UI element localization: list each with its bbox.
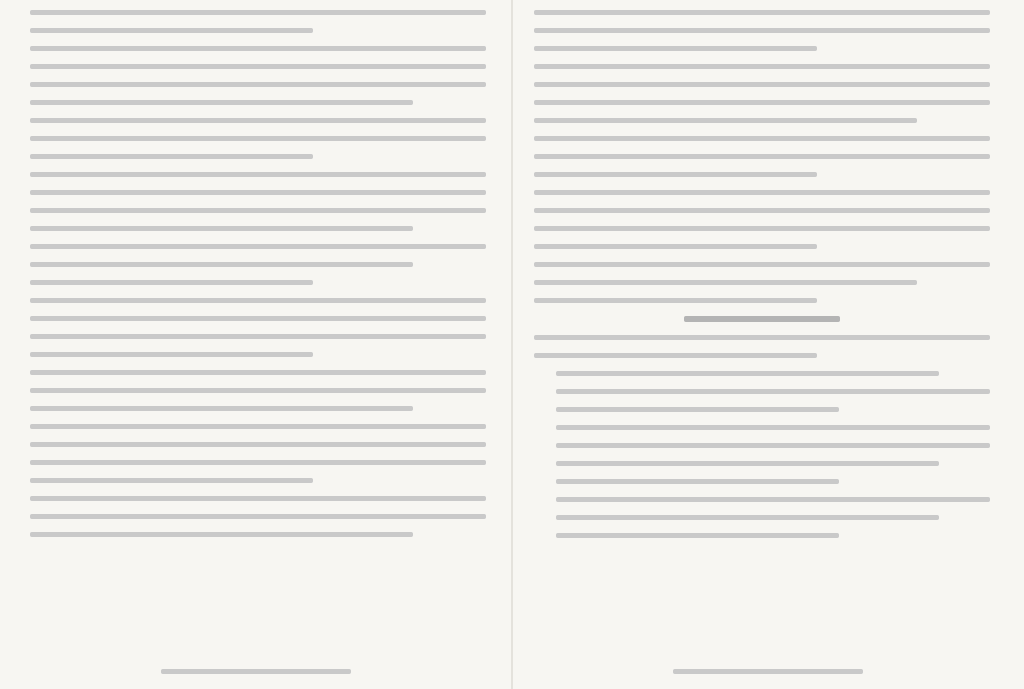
- text-block-3: [30, 118, 486, 159]
- text-block-9: [30, 496, 486, 537]
- left-page-footer: [0, 664, 512, 677]
- right-page: [512, 0, 1024, 689]
- right-page-footer: [512, 664, 1024, 677]
- text-block-8: [30, 424, 486, 483]
- text-block-13: [534, 190, 990, 249]
- text-block-1: [30, 10, 486, 33]
- text-block-18: [534, 497, 990, 538]
- text-block-17: [534, 425, 990, 484]
- text-block-10: [534, 10, 990, 51]
- text-block-5: [30, 244, 486, 285]
- text-block-7: [30, 370, 486, 411]
- text-block-12: [534, 136, 990, 177]
- text-block-4: [30, 172, 486, 231]
- text-block-6: [30, 298, 486, 357]
- section-heading: [684, 316, 839, 322]
- text-block-2: [30, 46, 486, 105]
- text-block-14: [534, 262, 990, 303]
- text-block-16: [534, 371, 990, 412]
- text-block-15: [534, 335, 990, 358]
- text-block-11: [534, 64, 990, 123]
